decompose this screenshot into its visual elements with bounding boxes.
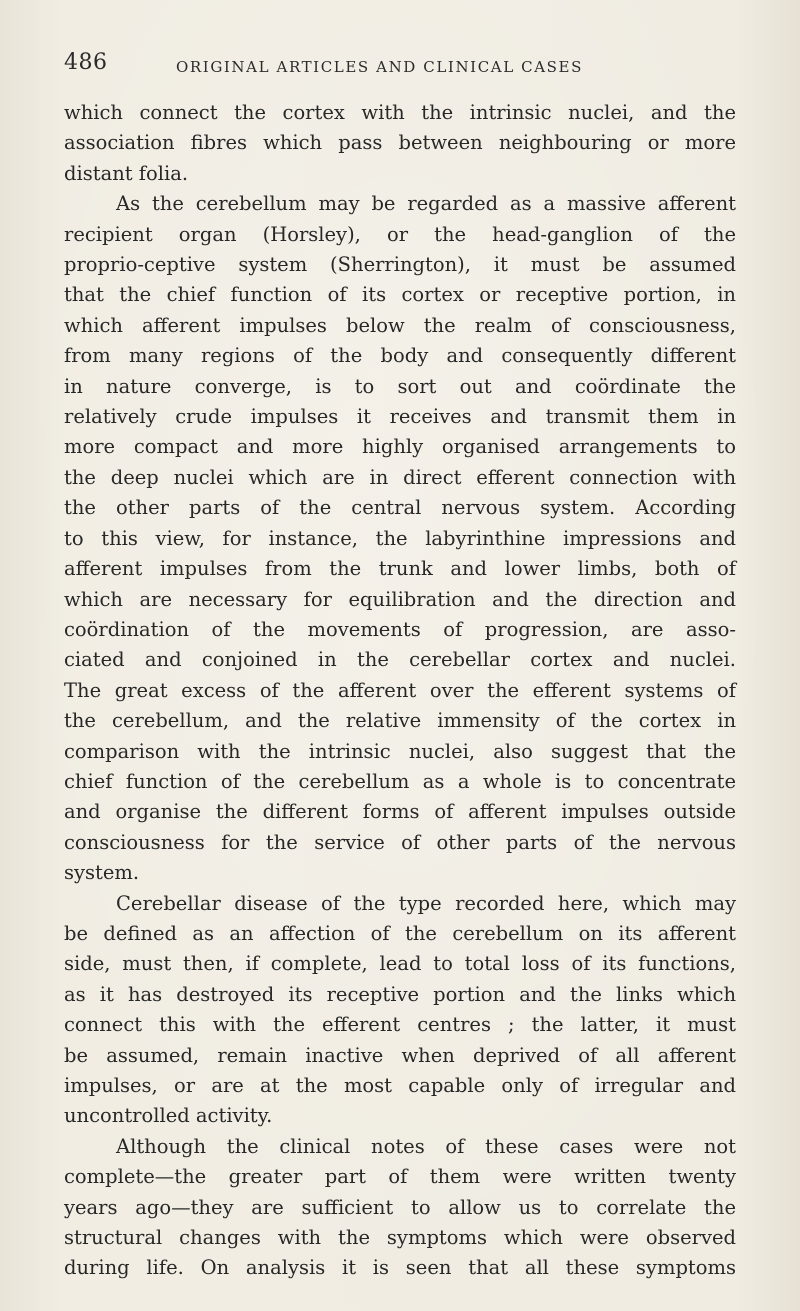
text-line: uncontrolled activity. xyxy=(64,1104,273,1128)
text-line: from many regions of the body and consequently different xyxy=(64,344,736,368)
page-header xyxy=(64,50,736,84)
text-line: the other parts of the central nervous system. According xyxy=(64,496,736,520)
text-line: ciated and conjoined in the cerebellar cortex and nuclei. xyxy=(64,648,736,672)
text-line: relatively crude impulses it receives and transmit them in xyxy=(64,405,736,429)
running-head: ORIGINAL ARTICLES AND CLINICAL CASES xyxy=(176,58,583,76)
text-line: afferent impulses from the trunk and lower limbs, both of xyxy=(64,557,736,581)
paragraph xyxy=(64,1132,736,1284)
text-line: system. xyxy=(64,861,140,885)
text-line: be assumed, remain inactive when deprived of all afferent xyxy=(64,1043,736,1067)
text-line: As the cerebellum may be regarded as a massive afferent xyxy=(116,192,736,216)
paragraph xyxy=(64,98,736,189)
paragraph xyxy=(64,189,736,888)
text-line: side, must then, if complete, lead to total loss of its functions, xyxy=(64,952,736,976)
text-line: recipient organ (Horsley), or the head-ganglion of the xyxy=(64,222,736,246)
page-number: 486 xyxy=(64,50,108,75)
text-line: which afferent impulses below the realm of consciousness, xyxy=(64,313,736,337)
text-line: Although the clinical notes of these cases were not xyxy=(116,1134,736,1158)
text-line: Cerebellar disease of the type recorded here, which may xyxy=(116,891,736,915)
text-line: structural changes with the symptoms which were observed xyxy=(64,1226,736,1250)
text-line: The great excess of the afferent over the efferent systems of xyxy=(64,678,736,702)
text-line: the deep nuclei which are in direct efferent connection with xyxy=(64,465,736,489)
text-line: proprio-ceptive system (Sherrington), it must be assumed xyxy=(64,253,736,277)
body-text xyxy=(64,98,736,1284)
text-line: during life. On analysis it is seen that all these symptoms xyxy=(64,1256,736,1280)
text-line: association fibres which pass between neighbouring or more xyxy=(64,131,736,155)
text-line: the cerebellum, and the relative immensity of the cortex in xyxy=(64,709,736,733)
text-line: and organise the different forms of afferent impulses outside xyxy=(64,800,736,824)
text-line: comparison with the intrinsic nuclei, also suggest that the xyxy=(64,739,736,763)
text-line: complete—the greater part of them were written twenty xyxy=(64,1165,736,1189)
text-line: connect this with the efferent centres ; the latter, it must xyxy=(64,1013,736,1037)
text-line: years ago—they are sufficient to allow us to correlate the xyxy=(64,1195,736,1219)
text-line: consciousness for the service of other parts of the nervous xyxy=(64,830,736,854)
text-line: impulses, or are at the most capable only of irregular and xyxy=(64,1074,736,1097)
text-line: which connect the cortex with the intrinsic nuclei, and the xyxy=(64,101,736,124)
text-line: coördination of the movements of progression, are asso- xyxy=(64,617,736,641)
text-line: which are necessary for equilibration and the direction and xyxy=(64,587,736,611)
paragraph xyxy=(64,889,736,1132)
text-line: more compact and more highly organised arrangements to xyxy=(64,435,736,459)
text-line: as it has destroyed its receptive portion and the links which xyxy=(64,982,736,1006)
text-line: be defined as an affection of the cerebellum on its afferent xyxy=(64,921,736,945)
text-line: distant folia. xyxy=(64,161,189,185)
text-line: chief function of the cerebellum as a whole is to concentrate xyxy=(64,769,736,793)
text-line: that the chief function of its cortex or receptive portion, in xyxy=(64,283,736,307)
text-line: in nature converge, is to sort out and coördinate the xyxy=(64,374,736,398)
text-line: to this view, for instance, the labyrinthine impressions and xyxy=(64,526,736,550)
